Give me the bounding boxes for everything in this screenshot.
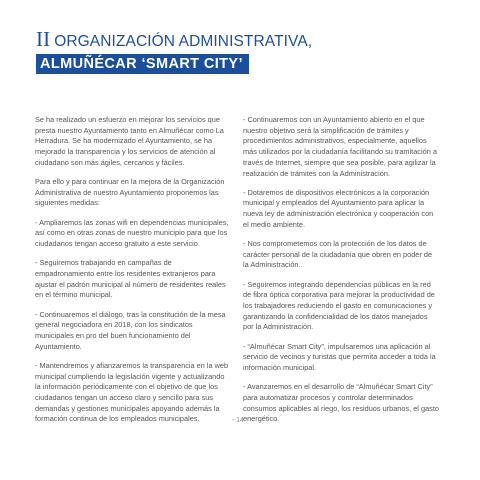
measure-item: - Nos comprometemos con la protección de los datos de carácter personal de la ciudadanía que obren en poder de la Administración. xyxy=(243,239,433,270)
measure-item: - Continuaremos el diálogo, tras la constitución de la mesa general negociadora en 2018, con los sindicatos municipales en pro del buen funcionamiento del Ayuntamiento. xyxy=(35,309,226,351)
right-column xyxy=(243,115,439,434)
intro-paragraph: Se ha realizado un esfuerzo en mejorar los servicios que presta nuestro Ayuntamiento tanto en Almuñécar como La Herradura. Se ha modernizado el Ayuntamiento, se ha mejorado la transparencia y los servicios de atención al ciudadano son más ágiles, cercanos y fáciles. xyxy=(35,115,224,167)
section-header xyxy=(36,28,456,74)
section-title xyxy=(36,28,456,53)
measure-item: - Seguiremos integrando dependencias públicas en la red de fibra óptica corporativa para mejorar la productividad de los trabajadores reduciendo el gasto en comunicaciones y garantizando la confidencialidad de los datos manejados por la Administración. xyxy=(243,279,435,332)
section-title-text: ORGANIZACIÓN ADMINISTRATIVA, xyxy=(54,33,313,50)
section-number: II xyxy=(36,27,51,51)
measure-item: - Seguiremos trabajando en campañas de empadronamiento entre los residentes extranjeros para ajustar el padrón municipal al número de residentes reales en el término municipal. xyxy=(35,258,226,300)
measure-item: - Ampliaremos las zonas wifi en dependencias municipales, así como en otras zonas de nuestro municipio para que los ciudadanos tengan acceso gratuito a este servicio. xyxy=(35,217,229,249)
measure-item: - Avanzaremos en el desarrollo de “Almuñécar Smart City” para automatizar procesos y controlar determinados consumos aplicables al riego, los residuos urbanos, el gasto energético. xyxy=(243,382,439,424)
left-column xyxy=(35,115,231,434)
page-number: - 14 - xyxy=(231,417,249,424)
section-subtitle-band: ALMUÑÉCAR ‘SMART CITY’ xyxy=(36,54,249,74)
measure-item: - Mantendremos y afianzaremos la transparencia en la web municipal cumpliendo la legislación vigente y actualizando la información periódicamente con el objetivo de que los ciudadanos tengan un acceso claro y sencillo para sus demandas y gestiones municipales apoyando además la formación continua de los empleados municipales. xyxy=(35,360,229,424)
measures-intro-paragraph: Para ello y para continuar en la mejora de la Organización Administrativa de nuestro Ayuntamiento proponemos las siguientes medidas: xyxy=(35,177,225,208)
measure-item: - Dotaremos de dispositivos electrónicos a la corporación municipal y empleados del Ayuntamiento para aplicar la nueva ley de administración electrónica y cooperación con el medio ambiente. xyxy=(243,187,434,229)
measure-item: - “Almuñécar Smart City”, impulsaremos una aplicación al servicio de vecinos y turistas que permita acceder a toda la información municipal. xyxy=(243,341,436,373)
measure-item: - Continuaremos con un Ayuntamiento abierto en el que nuestro objetivo será la simplificación de trámites y procedimientos administrativos, especialmente, aquellos más utilizados por la ciudadanía facilitando su tramitación a través de Internet, siempre que sea posible, para agilizar la realización de trámites con la Administración. xyxy=(243,115,437,178)
